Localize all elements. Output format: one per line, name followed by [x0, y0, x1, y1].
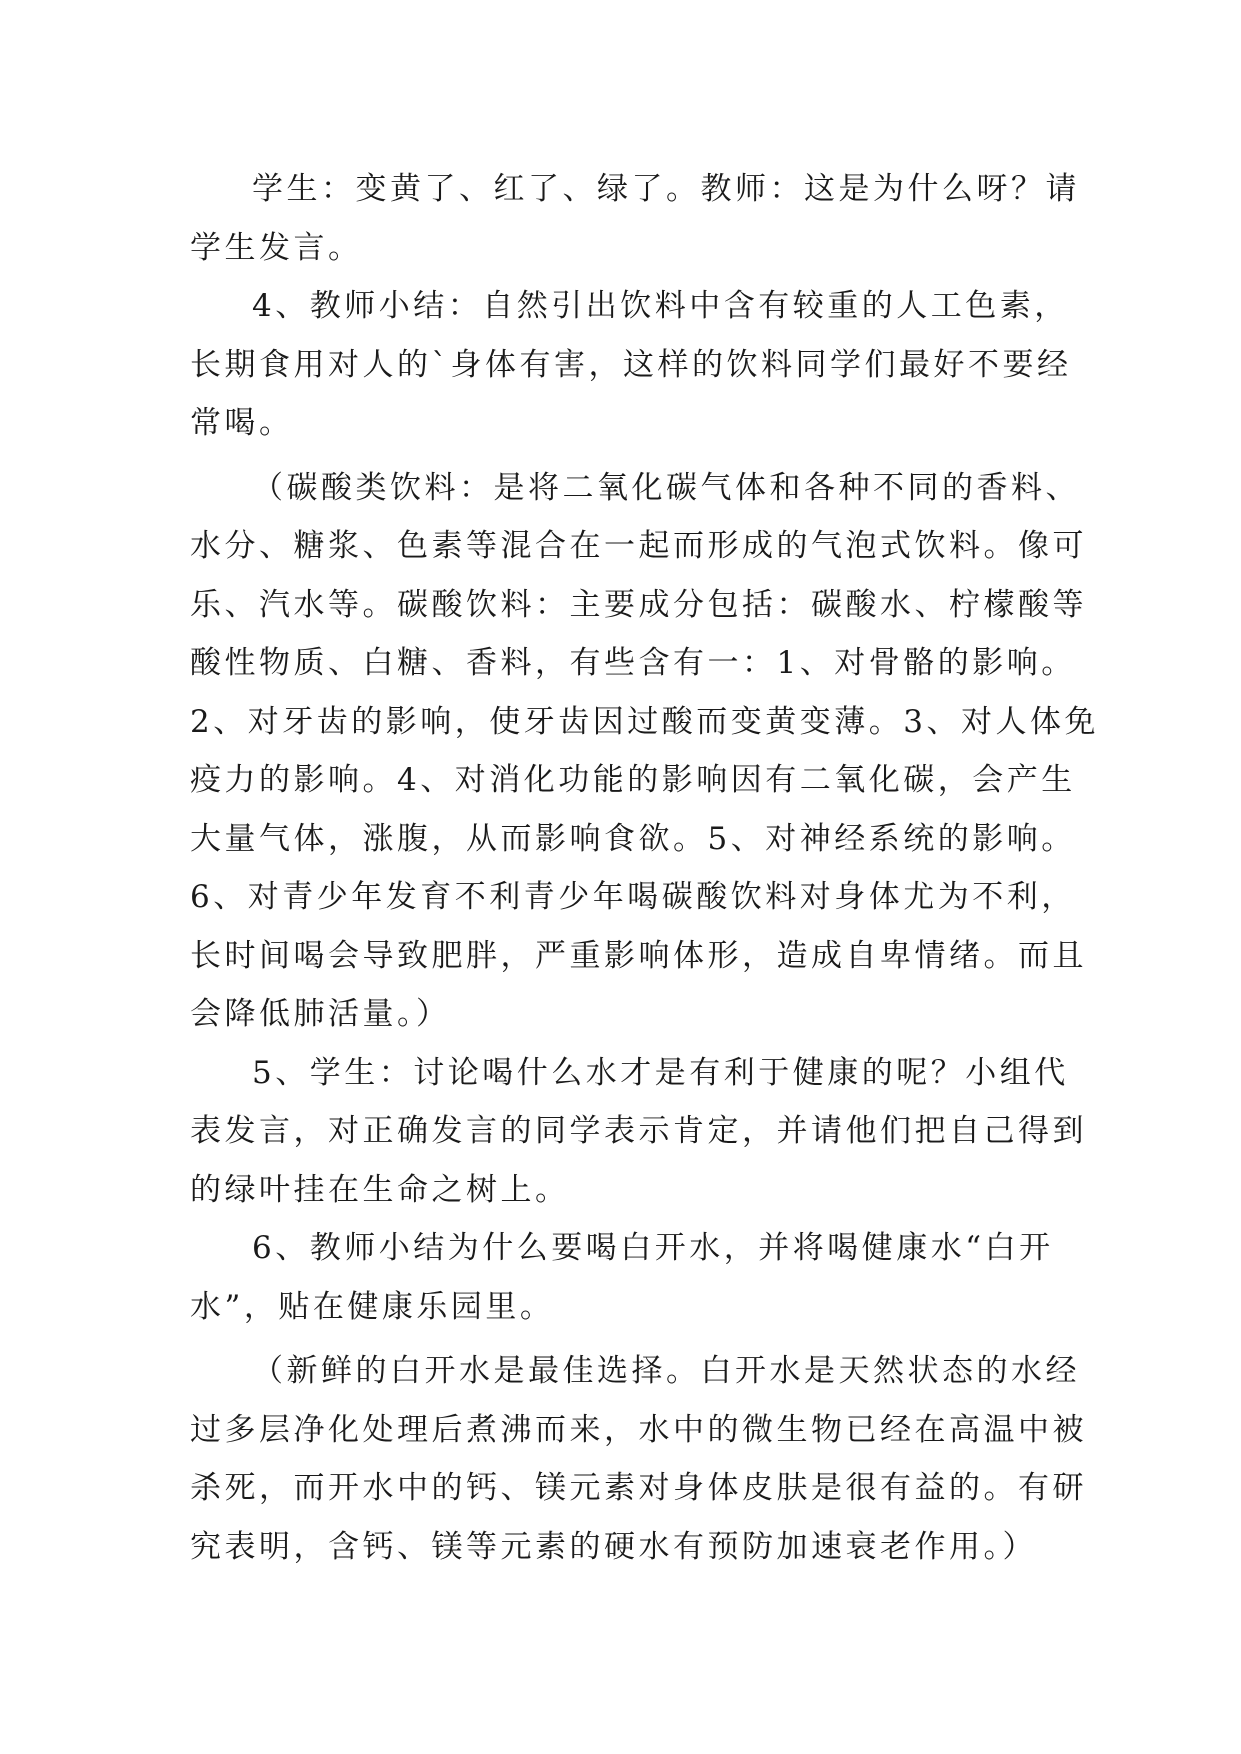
text-line: 5、学生：讨论喝什么水才是有利于健康的呢？小组代: [252, 1054, 1069, 1091]
text-line: 究表明，含钙、镁等元素的硬水有预防加速衰老作用。）: [190, 1528, 1037, 1565]
paragraph-boiled-water-note: [190, 1342, 1087, 1576]
paragraph-carbonated-drinks-note: [190, 459, 1099, 1044]
text-line: 水”，贴在健康乐园里。: [190, 1288, 555, 1325]
paragraph-student-response: [190, 160, 1080, 277]
text-line: 酸性物质、白糖、香料，有些含有一：1、对骨骼的影响。: [190, 645, 1076, 681]
text-line: 学生发言。: [190, 229, 363, 266]
text-line: 6、对青少年发育不利青少年喝碳酸饮料对身体尤为不利，: [190, 879, 1076, 915]
text-line: 的绿叶挂在生命之树上。: [190, 1171, 570, 1208]
text-line: 学生：变黄了、红了、绿了。教师：这是为什么呀？请: [252, 171, 1080, 207]
text-line: 长期食用对人的`身体有害，这样的饮料同学们最好不要经: [190, 346, 1072, 383]
text-line: 过多层净化处理后煮沸而来，水中的微生物已经在高温中被: [190, 1411, 1087, 1448]
text-line: 杀死，而开水中的钙、镁元素对身体皮肤是很有益的。有研: [190, 1470, 1087, 1506]
text-line: 疫力的影响。4、对消化功能的影响因有二氧化碳，会产生: [190, 762, 1076, 798]
text-line: 长时间喝会导致肥胖，严重影响体形，造成自卑情绪。而且: [190, 937, 1087, 974]
paragraph-teacher-summary-6: [190, 1219, 1060, 1336]
paragraph-teacher-summary-4: [190, 277, 1072, 453]
document-body: [190, 160, 1099, 1576]
text-line: 2、对牙齿的影响，使牙齿因过酸而变黄变薄。3、对人体免: [190, 703, 1099, 740]
text-line: 表发言，对正确发言的同学表示肯定，并请他们把自己得到: [190, 1113, 1087, 1149]
text-line: 6、教师小结为什么要喝白开水，并将喝健康水“白开: [252, 1230, 1054, 1266]
paragraph-student-discussion-5: [190, 1044, 1087, 1220]
text-line: 会降低肺活量。）: [190, 996, 451, 1032]
text-line: （碳酸类饮料：是将二氧化碳气体和各种不同的香料、: [252, 469, 1080, 506]
text-line: 水分、糖浆、色素等混合在一起而形成的气泡式饮料。像可: [190, 528, 1087, 564]
text-line: 乐、汽水等。碳酸饮料：主要成分包括：碳酸水、柠檬酸等: [190, 586, 1087, 623]
text-line: （新鲜的白开水是最佳选择。白开水是天然状态的水经: [252, 1353, 1080, 1389]
text-line: 4、教师小结：自然引出饮料中含有较重的人工色素，: [252, 288, 1069, 324]
text-line: 大量气体，涨腹，从而影响食欲。5、对神经系统的影响。: [190, 820, 1076, 857]
text-line: 常喝。: [190, 405, 294, 441]
